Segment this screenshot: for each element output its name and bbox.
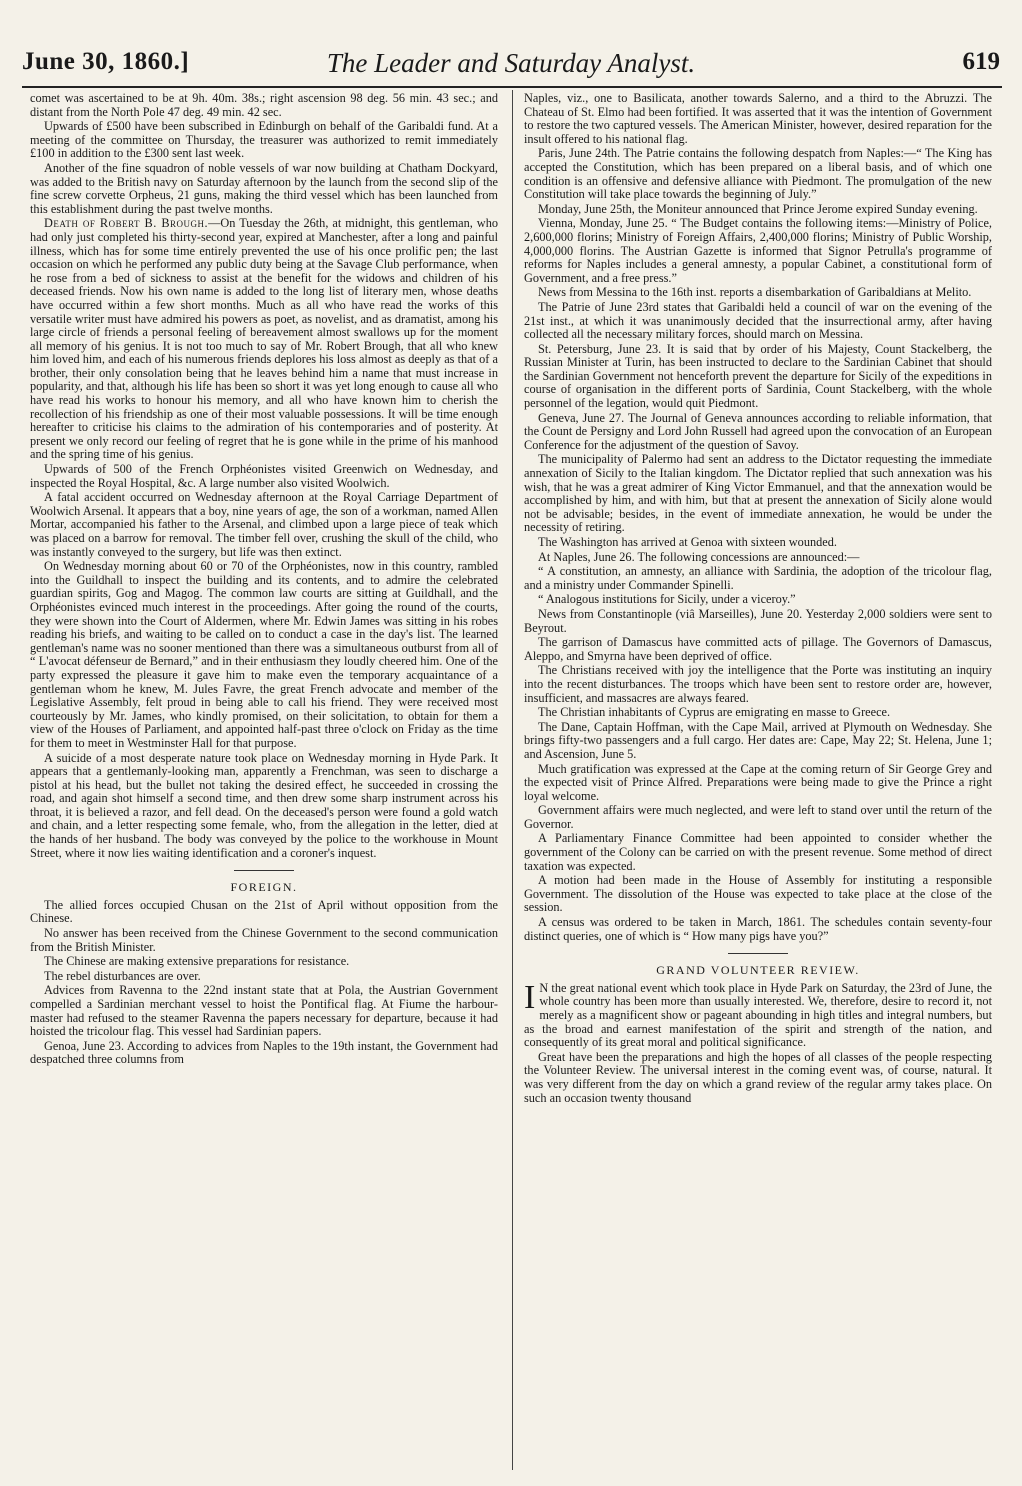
paragraph-review-intro xyxy=(524,978,992,1050)
obituary-text: —On Tuesday the 26th, at midnight, this gentleman, who had only just completed his thirty-second year, expired at Manchester, after a long and painful illness, which has for some time entirely prevented the use of his once prolific pen; the last occasion on which he performed any public duty being at the Savage Club performance, when he rose from a bed of sickness to assist at the benefit for the widows and children of his deceased friends. Now his own name is added to the long list of literary men, whose deaths have occurred within a few short months. Much as all who have read the works of this versatile writer must have admired his powers as poet, as novelist, and as dramatist, among his large circle of friends a personal feeling of bereavement almost swallows up for the moment all memory of his genius. It is not too much to say of Mr. Robert Brough, that all who knew him loved him, and each of his numerous friends deplores his loss almost as deeply as that of a brother, their only consolation being that he leaves behind him a name that must increase in popularity, and that, although his life has been so short it was yet long enough to cause all who have read his works to honour his memory, and all who have known him to cherish the recollection of his friendship as one of their most valuable possessions. It will be time enough hereafter to criticise his claims to the admiration of his contemporaries and of posterity. At present we only record our feeling of regret that he is gone while in the prime of his manhood and the spring time of his genius. xyxy=(30,216,498,462)
paragraph-comet: comet was ascertained to be at 9h. 40m. 38s.; right ascension 98 deg. 56 min. 43 sec.; and distant from the North Pole 47 deg. 49 min. 42 sec. xyxy=(30,92,498,119)
paragraph-cape-gratification: Much gratification was expressed at the Cape at the coming return of Sir George Grey and the expected visit of Prince Alfred. Preparations were being made to give the Prince a right loyal welcome. xyxy=(524,761,992,803)
right-column xyxy=(524,92,992,1472)
paragraph-messina: News from Messina to the 16th inst. reports a disembarkation of Garibaldians at Melito. xyxy=(538,285,972,300)
page-header xyxy=(22,48,1000,84)
header-rule xyxy=(22,86,1002,88)
paragraph-census: A census was ordered to be taken in March, 1861. The schedules contain seventy-four distinct queries, one of which is “ How many pigs have you?” xyxy=(524,915,992,943)
paragraph-naples-columns: Naples, viz., one to Basilicata, another towards Salerno, and a third to the Abruzzi. The Chateau of St. Elmo had been fortified. It was asserted that it was the intention of Government to restore the two captured vessels. The American Minister, however, desired reparation for the insult offered to his national flag. xyxy=(524,92,992,146)
paragraph-woolwich-accident: A fatal accident occurred on Wednesday afternoon at the Royal Carriage Department of Woolwich Arsenal. It appears that a boy, nine years of age, the son of a workman, named Allen Mortar, accompanied his father to the Arsenal, and climbed upon a large piece of teak which was placed on a barrow for removal. The timber fell over, crushing the skull of the child, who was instantly conveyed to the surgery, but life was then extinct. xyxy=(30,490,498,559)
paragraph-responsible-government: A motion had been made in the House of Assembly for instituting a responsible Government. The dissolution of the House was expected to take place at the close of the session. xyxy=(524,873,992,915)
paragraph-cape-mail: The Dane, Captain Hoffman, with the Cape Mail, arrived at Plymouth on Wednesday. She brings fifty-two passengers and a full cargo. Her dates are: Cape, May 22; St. Helena, June 1; and Ascension, June 5. xyxy=(524,719,992,761)
paragraph-damascus: The garrison of Damascus have committed acts of pillage. The Governors of Damascus, Aleppo, and Smyrna have been deprived of office. xyxy=(524,635,992,663)
left-column xyxy=(30,92,498,1472)
issue-date: June 30, 1860.] xyxy=(22,48,190,75)
publication-title: The Leader and Saturday Analyst. xyxy=(326,48,696,78)
section-rule xyxy=(728,953,788,954)
paragraph-palermo: The municipality of Palermo had sent an address to the Dictator requesting the immediate annexation of Sicily to the Italian kingdom. The Dictator replied that such annexation was his wish, that he was a great admirer of King Victor Emmanuel, and that the annexation would be accomplished by him, and with him, but that at present the annexation of Sicily alone would not be advisable; besides, in the event of immediate annexation, he would be under the necessity of retiring. xyxy=(524,452,992,535)
paragraph-chusan: The allied forces occupied Chusan on the 21st of April without opposition from the Chinese. xyxy=(30,897,498,926)
paragraph-rebel-disturbances: The rebel disturbances are over. xyxy=(44,968,201,983)
section-rule xyxy=(234,870,294,871)
review-heading: GRAND VOLUNTEER REVIEW. xyxy=(656,963,860,978)
obituary-heading: Death of Robert B. Brough. xyxy=(44,216,209,231)
paragraph-genoa: Genoa, June 23. According to advices from Naples to the 19th instant, the Government had despatched three columns from xyxy=(30,1038,498,1067)
paragraph-paris-patrie: Paris, June 24th. The Patrie contains the following despatch from Naples:—“ The King has accepted the Constitution, which has been prepared on a liberal basis, and of which one condition is an offensive and defensive alliance with Piedmont. The promulgation of the new Constitution will take place towards the beginning of July.” xyxy=(524,146,992,202)
paragraph-constitution-quote: “ A constitution, an amnesty, an alliance with Sardinia, the adoption of the tricolour flag, and a ministry under Commander Spinelli. xyxy=(524,564,992,592)
paragraph-patrie-council: The Patrie of June 23rd states that Garibaldi held a council of war on the evening of the 21st inst., at which it was unanimously decided that the insurrectional army, after having collected all the necessary military forces, should march on Messina. xyxy=(524,299,992,342)
paragraph-garibaldi-fund: Upwards of £500 have been subscribed in Edinburgh on behalf of the Garibaldi fund. At a meeting of the committee on Thursday, the treasurer was authorized to remit immediately £100 in addition to the £300 sent last week. xyxy=(30,119,498,161)
column-divider xyxy=(512,90,513,1470)
paragraph-geneva: Geneva, June 27. The Journal of Geneva announces according to reliable information, that the Count de Persigny and Lord John Russell had agreed upon the convocation of an European Conference for the adjustment of the question of Savoy. xyxy=(524,410,992,452)
drop-cap: I xyxy=(524,978,536,1016)
paragraph-constantinople: News from Constantinople (viâ Marseilles), June 20. Yesterday 2,000 soldiers were sent to Beyrout. xyxy=(524,606,992,635)
paragraph-washington: The Washington has arrived at Genoa with sixteen wounded. xyxy=(538,535,837,549)
paragraph-cyprus: The Christian inhabitants of Cyprus are emigrating en masse to Greece. xyxy=(538,705,891,720)
paragraph-chinese-preparations: The Chinese are making extensive preparations for resistance. xyxy=(44,954,350,969)
paragraph-ravenna: Advices from Ravenna to the 22nd instant state that at Pola, the Austrian Government compelled a Sardinian merchant vessel to hoist the Pontifical flag. At Fiume the harbour-master had refused to the steamer Ravenna the papers necessary for departure, because it had hoisted the tricolour flag. This vessel had Sardinian papers. xyxy=(30,983,498,1039)
paragraph-orpheus-launch: Another of the fine squadron of noble vessels of war now building at Chatham Dockyard, was added to the British navy on Saturday afternoon by the launch from the second slip of the fine screw corvette Orpheus, 21 guns, making the third vessel which has been launched from this establishment during the past twelve months. xyxy=(30,160,498,216)
paragraph-christians: The Christians received with joy the intelligence that the Porte was instituting an inquiry into the recent disturbances. The troops which have been sent to restore order are, however, insufficient, and massacres are always feared. xyxy=(524,663,992,705)
paragraph-moniteur: Monday, June 25th, the Moniteur announced that Prince Jerome expired Sunday evening. xyxy=(538,201,978,216)
paragraph-naples-concessions: At Naples, June 26. The following concessions are announced:— xyxy=(538,549,860,564)
paragraph-no-answer: No answer has been received from the Chinese Government to the second communication from the British Minister. xyxy=(30,926,498,954)
paragraph-st-petersburg: St. Petersburg, June 23. It is said that by order of his Majesty, Count Stackelberg, the Russian Minister at Turin, has been instructed to declare to the Sardinian Cabinet that should the Sardinian Government not henceforth prevent the departure for Sicily of the expeditions in course of organisation in the different ports of Sardinia, Count Stackelberg, with the whole personnel of the legation, would quit Piedmont. xyxy=(524,341,992,411)
paragraph-vienna-budget: Vienna, Monday, June 25. “ The Budget contains the following items:—Ministry of Police, 2,600,000 florins; Ministry of Foreign Affairs, 2,400,000 florins; Ministry of Public Worship, 4,000,000 florins. The Austrian Gazette is informed that Signor Petrulla's programme of reforms for Naples includes a general amnesty, a popular Cabinet, a constitutional form of Government, and a free press.” xyxy=(524,216,992,285)
paragraph-brough-obituary xyxy=(30,217,498,462)
page-number: 619 xyxy=(962,48,1000,75)
paragraph-orpheonistes-greenwich: Upwards of 500 of the French Orphéonistes visited Greenwich on Wednesday, and inspected the Royal Hospital, &c. A large number also visited Woolwich. xyxy=(30,462,498,490)
paragraph-hyde-park-suicide: A suicide of a most desperate nature took place on Wednesday morning in Hyde Park. It appears that a gentlemanly-looking man, apparently a Frenchman, was seen to discharge a pistol at his head, but the bullet not taking the desired effect, he succeeded in crossing the road, and again shot himself a second time, and then drew some sharp instrument across his throat, it is believed a razor, and fell dead. On the deceased's person were found a gold watch and chain, and a letter respecting some female, who, from the allegation in the letter, died at the hands of her husband. The body was conveyed by the police to the workhouse in Mount Street, where it now lies waiting identification and a coroner's inquest. xyxy=(30,750,498,860)
paragraph-finance-committee: A Parliamentary Finance Committee had been appointed to consider whether the government of the Colony can be carried on with the present revenue. Some method of direct taxation was expected. xyxy=(524,831,992,873)
review-intro-text: N the great national event which took place in Hyde Park on Saturday, the 23rd of June, the whole country has been more than usually interested. We, therefore, desire to record it, not merely as a magnificent show or pageant abounding in high titles and integral numbers, but as the broad and earnest manifestation of the spirit and strength of the nation, and consequently of its great moral and political significance. xyxy=(524,980,992,1050)
paragraph-guildhall-visit: On Wednesday morning about 60 or 70 of the Orphéonistes, now in this country, rambled into the Guildhall to inspect the building and its contents, and to admire the celebrated guardian spirits, Gog and Magog. The common law courts are sitting at Guildhall, and the Orphéonistes evinced much interest in the proceedings. After going the round of the courts, they were shown into the Court of Aldermen, where Mr. Edwin James was sitting in his robes reading his briefs, and waiting to be called on to conduct a case in the day's list. The learned gentleman's name was no sooner mentioned than there was a simultaneous outburst from all of “ L'avocat défenseur de Bernard,” and in their enthusiasm they loudly cheered him. One of the party expressed the pleasure it gave him to make even the temporary acquaintance of a gentleman whom he knew, M. Jules Favre, the great French advocate and member of the Legislative Assembly, felt proud in being able to call his friend. They were received most courteously by Mr. James, who kindly promised, on their solicitation, to obtain for them a view of the Houses of Parliament, and appointed half-past three o'clock on Friday as the time for them to meet in Westminster Hall for that purpose. xyxy=(30,559,498,750)
paragraph-sicily-quote: “ Analogous institutions for Sicily, under a viceroy.” xyxy=(538,592,796,607)
paragraph-government-affairs: Government affairs were much neglected, and were left to stand over until the return of the Governor. xyxy=(524,803,992,831)
paragraph-review-preparations: Great have been the preparations and high the hopes of all classes of the people respecting the Volunteer Review. The universal interest in the coming event was, of course, natural. It was very different from the day on which a grand review of the regular army takes place. On such an occasion twenty thousand xyxy=(524,1049,992,1105)
foreign-heading: FOREIGN. xyxy=(230,880,298,895)
